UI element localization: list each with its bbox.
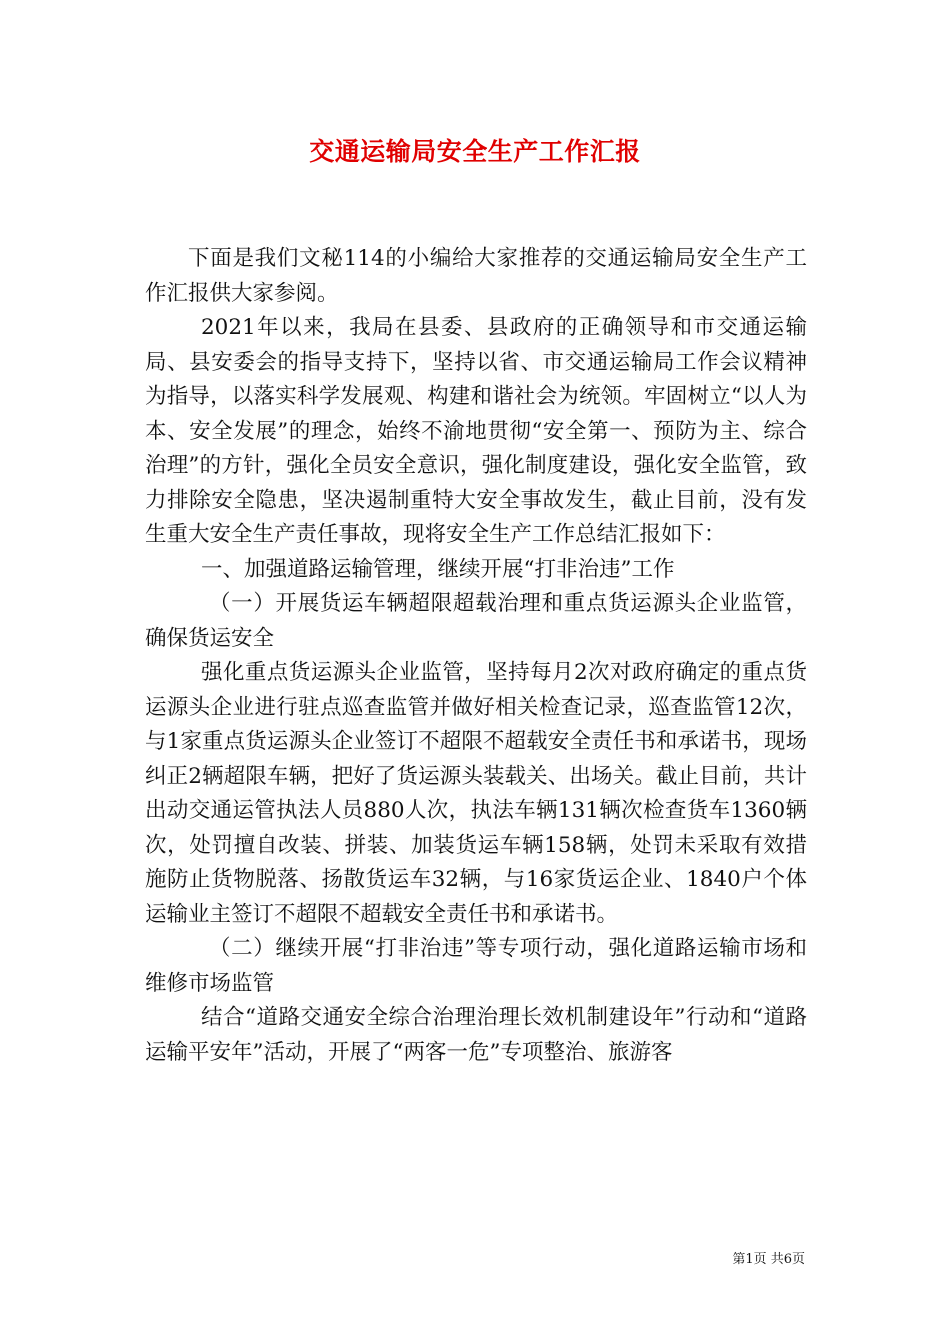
page-number: 第1页 共6页 — [732, 1252, 805, 1267]
subsection-heading-1: （一）开展货运车辆超限超载治理和重点货运源头企业监管，确保货运安全 — [145, 591, 807, 651]
subsection-body-1: 强化重点货运源头企业监管，坚持每月2次对政府确定的重点货运源头企业进行驻点巡查监管并做好相关检查记录，巡查监管12次，与1家重点货运源头企业签订不超限不超载安全责任书和承诺书，现场纠正2辆超限车辆，把好了货运源头装载关、出场关。截止目前，共计出动交通运管执法人员880人次，执法车辆131辆次检查货车1360辆次，处罚擅自改装、拼装、加装货运车辆158辆，处罚未采取有效措施防止货物脱落、扬散货运车32辆，与16家货运企业、1840户个体运输业主签订不超限不超载安全责任书和承诺书。 — [145, 660, 807, 927]
subsection-heading-2: （二）继续开展“打非治违”等专项行动，强化道路运输市场和维修市场监管 — [145, 936, 807, 996]
document-title: 交通运输局安全生产工作汇报 — [309, 137, 641, 166]
document-body — [145, 242, 807, 1070]
section-heading-1: 一、加强道路运输管理，继续开展“打非治违”工作 — [201, 556, 675, 582]
intro-paragraph: 下面是我们文秘114的小编给大家推荐的交通运输局安全生产工作汇报供大家参阅。 — [145, 246, 807, 306]
overview-paragraph: 2021年以来，我局在县委、县政府的正确领导和市交通运输局、县安委会的指导支持下，坚持以省、市交通运输局工作会议精神为指导，以落实科学发展观、构建和谐社会为统领。牢固树立“以人为本、安全发展”的理念，始终不渝地贯彻“安全第一、预防为主、综合治理”的方针，强化全员安全意识，强化制度建设，强化安全监管，致力排除安全隐患，坚决遏制重特大安全事故发生，截止目前，没有发生重大安全生产责任事故，现将安全生产工作总结汇报如下： — [145, 315, 807, 547]
subsection-body-2: 结合“道路交通安全综合治理治理长效机制建设年”行动和“道路运输平安年”活动，开展了“两客一危”专项整治、旅游客 — [145, 1005, 807, 1065]
